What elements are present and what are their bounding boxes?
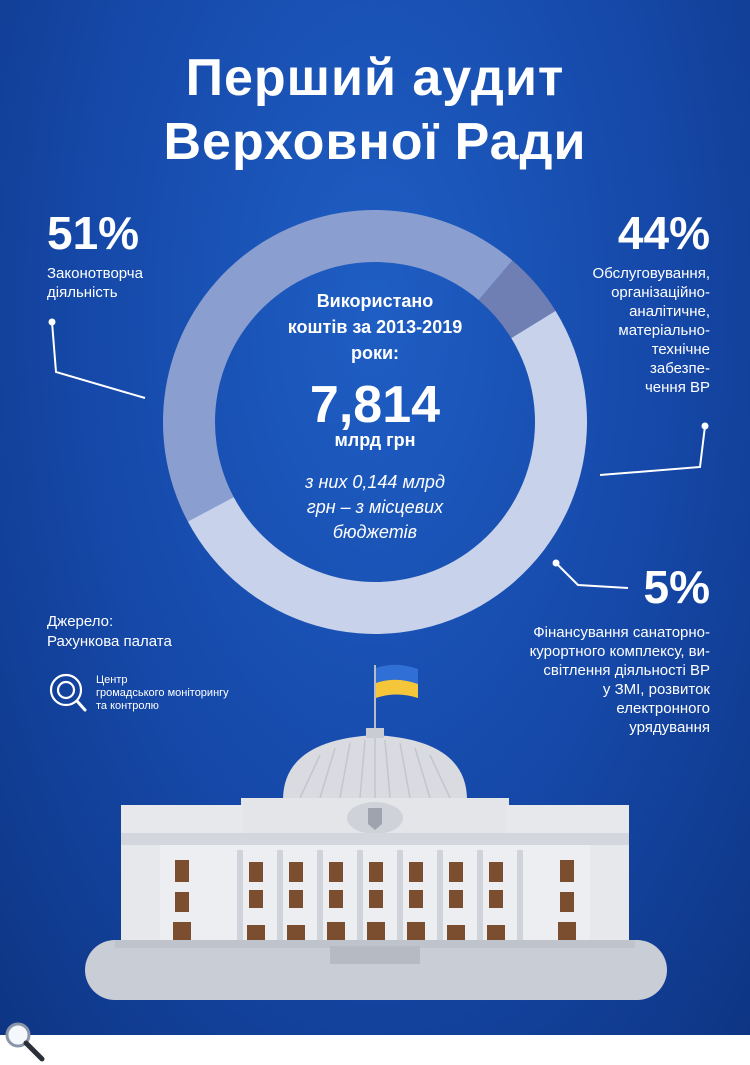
source-label: Джерело:: [47, 613, 114, 630]
center-note-line-2: грн – з місцевих: [306, 497, 444, 517]
center-note-line-1: з них 0,144 млрд: [305, 472, 445, 492]
center-note-line-3: бюджетів: [332, 522, 418, 542]
magnifier-icon[interactable]: [0, 1017, 48, 1065]
total-amount: 7,814: [309, 376, 441, 434]
segment-44-label-line: матеріально-: [618, 322, 710, 339]
segment-51-percent: 51%: [47, 207, 140, 259]
center-caption-line-2: коштів за 2013-2019: [287, 317, 463, 337]
segment-44-label-line: чення ВР: [644, 379, 710, 396]
segment-5-label-line: електронного: [616, 700, 710, 717]
total-unit: млрд грн: [334, 430, 416, 450]
page-title-line-2: Верховної Ради: [163, 113, 587, 171]
segment-44-label-line: забезпе-: [650, 360, 710, 377]
logo-text-line: та контролю: [96, 700, 159, 712]
segment-5-label-line: курортного комплексу, ви-: [529, 643, 710, 660]
segment-44-label-line: Обслуговування,: [592, 265, 710, 282]
source-name: Рахункова палата: [47, 633, 172, 650]
segment-5-label-line: у ЗМІ, розвиток: [602, 681, 710, 698]
center-caption-line-1: Використано: [316, 291, 434, 311]
segment-5-percent: 5%: [643, 561, 710, 613]
logo-text-line: громадського моніторингу: [96, 687, 229, 699]
segment-44-percent: 44%: [617, 207, 710, 259]
segment-51-label-line: Законотворча: [47, 265, 143, 282]
segment-44-label-line: аналітичне,: [629, 303, 710, 320]
logo-text-line: Центр: [96, 674, 128, 686]
center-caption-line-3: роки:: [350, 343, 400, 363]
segment-44-label-line: організаційно-: [611, 284, 710, 301]
segment-5-label-line: світлення діяльності ВР: [543, 662, 710, 679]
segment-51-label-line: діяльність: [47, 284, 118, 301]
segment-5-label-line: Фінансування санаторно-: [533, 624, 710, 641]
segment-5-label-line: урядування: [629, 719, 710, 736]
page-title-line-1: Перший аудит: [185, 49, 565, 107]
segment-44-label-line: технічне: [651, 341, 710, 358]
